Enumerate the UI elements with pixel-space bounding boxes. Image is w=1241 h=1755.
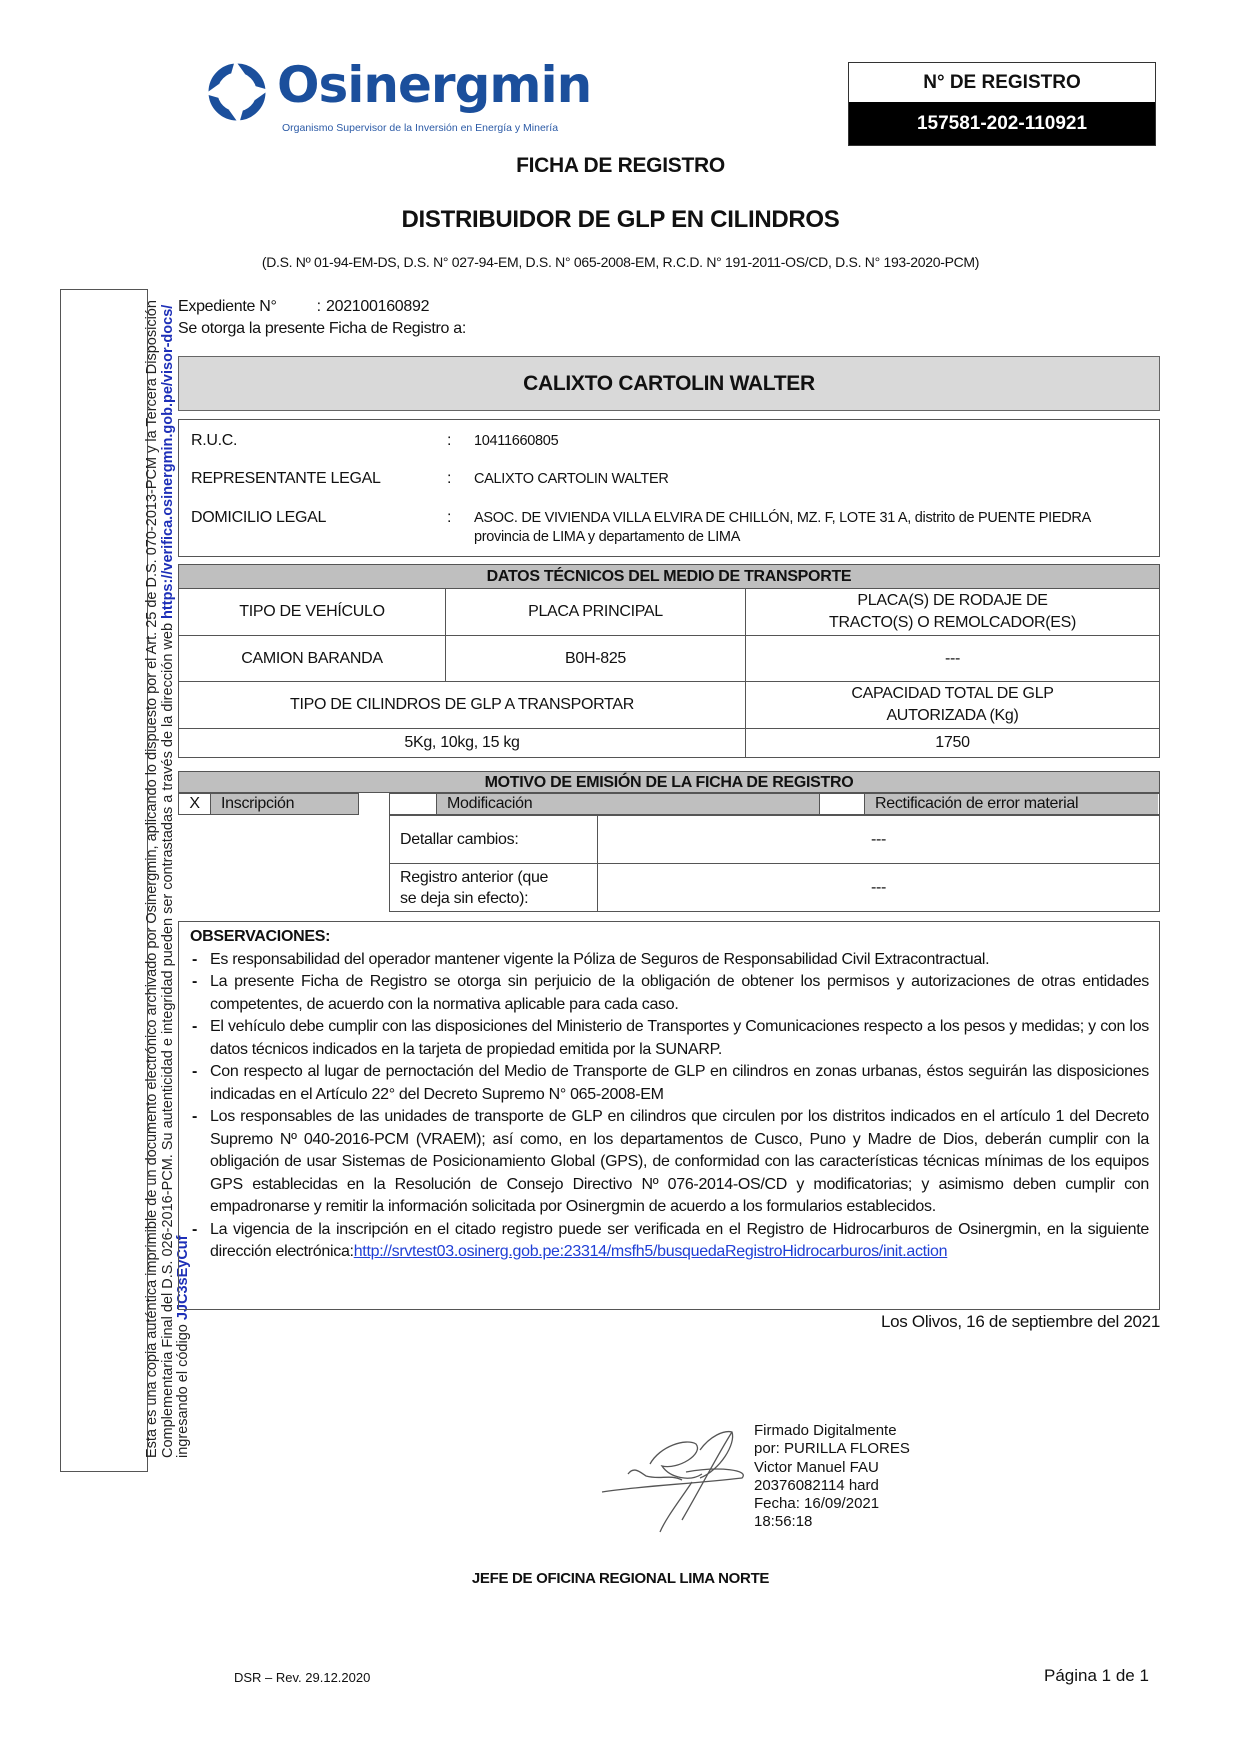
modificacion-checkbox[interactable] bbox=[390, 794, 437, 814]
registro-anterior-value: --- bbox=[598, 864, 1160, 912]
signature-line: Fecha: 16/09/2021 bbox=[754, 1495, 880, 1513]
domicilio-row bbox=[191, 509, 1134, 547]
representante-label: REPRESENTANTE LEGAL bbox=[191, 470, 381, 487]
registro-hidrocarburos-link[interactable]: http://srvtest03.osinerg.gob.pe:23314/msfh5/busquedaRegistroHidrocarburos/init.action bbox=[353, 1243, 948, 1260]
observacion-item: - Es responsabilidad del operador mantener vigente la Póliza de Seguros de Responsabilidad Civil Extracontractual. bbox=[190, 949, 1149, 972]
stamp-line-2 bbox=[161, 298, 177, 1458]
observacion-item: - La presente Ficha de Registro se otorga sin perjuicio de la obligación de obtener los permisos y autorizaciones de otras entidades competentes, de acuerdo con la normativa aplicable para cada caso. bbox=[190, 971, 1149, 1016]
ruc-row bbox=[191, 432, 1134, 451]
verification-stamp bbox=[60, 289, 191, 1472]
observaciones-title: OBSERVACIONES: bbox=[190, 928, 331, 945]
verification-link[interactable]: https://verifica.osinergmin.gob.pe/visor-docs/ bbox=[159, 304, 176, 619]
col-placa-principal: PLACA PRINCIPAL bbox=[446, 589, 746, 636]
domicilio-value: ASOC. DE VIVIENDA VILLA ELVIRA DE CHILLÓN, MZ. F, LOTE 31 A, distrito de PUENTE PIEDRA provincia de LIMA y departamento de LIMA bbox=[474, 510, 1091, 545]
observacion-item: - El vehículo debe cumplir con las disposiciones del Ministerio de Transportes y Comunicaciones respecto a los pesos y medidas; y con los datos técnicos indicados en la tarjeta de propiedad emitida por la SUNARP. bbox=[190, 1016, 1149, 1061]
expediente-block bbox=[178, 296, 466, 340]
tipo-vehiculo-value: CAMION BARANDA bbox=[179, 636, 446, 682]
inscripcion-checkbox[interactable]: X bbox=[179, 794, 211, 814]
col-tipo-cilindros: TIPO DE CILINDROS DE GLP A TRANSPORTAR bbox=[179, 682, 746, 729]
motivo-section bbox=[178, 771, 1160, 907]
col-tipo-vehiculo: TIPO DE VEHÍCULO bbox=[179, 589, 446, 636]
registro-number-box bbox=[848, 62, 1156, 146]
place-date: Los Olivos, 16 de septiembre del 2021 bbox=[880, 1312, 1160, 1331]
col-placa-tracto: PLACA(S) DE RODAJE DE TRACTO(S) O REMOLCADOR(ES) bbox=[746, 589, 1160, 636]
verification-text: La vigencia de la inscripción en el citado registro puede ser verificada en el Registro de Hidrocarburos de Osinergmin, en la siguiente dirección electrónica: bbox=[210, 1220, 1149, 1260]
registro-label: N° DE REGISTRO bbox=[849, 63, 1155, 102]
digital-signature-text bbox=[754, 1422, 910, 1532]
titular-name: CALIXTO CARTOLIN WALTER bbox=[178, 356, 1160, 411]
domicilio-label: DOMICILIO LEGAL bbox=[191, 509, 327, 526]
expediente-number: 202100160892 bbox=[326, 298, 430, 315]
option-rectificacion[interactable] bbox=[820, 793, 1160, 815]
signature-scribble bbox=[600, 1420, 750, 1540]
motivo-title: MOTIVO DE EMISIÓN DE LA FICHA DE REGISTRO bbox=[178, 771, 1160, 793]
representante-value: CALIXTO CARTOLIN WALTER bbox=[474, 471, 669, 487]
signature-line: 18:56:18 bbox=[754, 1513, 813, 1531]
technical-data-table bbox=[178, 564, 1160, 758]
page-number: Página 1 de 1 bbox=[1044, 1666, 1149, 1685]
document-title: DISTRIBUIDOR DE GLP EN CILINDROS bbox=[401, 206, 840, 233]
inscripcion-label: Inscripción bbox=[211, 794, 358, 814]
stamp-line-1: Esta es una copia auténtica imprimible de un documento electrónico archivado por Osinergmin, aplicando lo dispuesto por el Art. 25 de D.S. 070-2013-PCM y la Tercera Disposición bbox=[144, 300, 160, 1458]
osinergmin-logo bbox=[205, 56, 592, 138]
representante-row bbox=[191, 470, 1134, 489]
placa-principal-value: B0H-825 bbox=[446, 636, 746, 682]
registro-number: 157581-202-110921 bbox=[849, 102, 1155, 145]
detallar-cambios-label: Detallar cambios: bbox=[390, 816, 598, 864]
revision-code: DSR – Rev. 29.12.2020 bbox=[234, 1670, 371, 1685]
osinergmin-logo-icon bbox=[205, 60, 269, 124]
col-capacidad: CAPACIDAD TOTAL DE GLP AUTORIZADA (Kg) bbox=[746, 682, 1160, 729]
stamp-line-3-text: ingresando el código bbox=[175, 1320, 191, 1458]
observaciones-list bbox=[190, 949, 1149, 1264]
signature-line: 20376082114 hard bbox=[754, 1476, 879, 1494]
placa-tracto-value: --- bbox=[746, 636, 1160, 682]
tipo-cilindros-value: 5Kg, 10kg, 15 kg bbox=[179, 729, 746, 758]
logo-wordmark: Osinergmin bbox=[277, 56, 592, 114]
observacion-item: - Los responsables de las unidades de transporte de GLP en cilindros que circulen por los distritos indicados en el artículo 1 del Decreto Supremo Nº 040-2016-PCM (VRAEM); así como, en los departamentos de Cusco, Puno y Madre de Dios, deberán cumplir con la obligación de usar Sistemas de Posicionamiento Global (GPS), de conformidad con las características técnicas mínimas de los equipos GPS establecidas en la Resolución de Consejo Directivo Nº 076-2014-OS/CD y modificatorias; y asimismo deben cumplir con empadronarse y remitir la información solicitada por Osinergmin de acuerdo a los formularios establecidos. bbox=[190, 1106, 1149, 1219]
option-inscripcion[interactable] bbox=[178, 793, 359, 815]
expediente-label: Expediente N° : bbox=[178, 298, 321, 315]
ruc-label: R.U.C. bbox=[191, 432, 238, 449]
observacion-item-verification bbox=[190, 1219, 1149, 1264]
colon: : bbox=[447, 432, 452, 449]
signature-line: Victor Manuel FAU bbox=[754, 1458, 879, 1476]
technical-data-title: DATOS TÉCNICOS DEL MEDIO DE TRANSPORTE bbox=[179, 565, 1160, 589]
verification-code: JJC3sEyCuf bbox=[175, 1235, 191, 1321]
colon: : bbox=[447, 509, 452, 526]
option-modificacion[interactable] bbox=[389, 793, 820, 815]
grant-text: Se otorga la presente Ficha de Registro a: bbox=[178, 320, 467, 337]
detallar-cambios-value: --- bbox=[598, 816, 1160, 864]
signature-line: por: PURILLA FLORES bbox=[754, 1440, 910, 1458]
logo-tagline: Organismo Supervisor de la Inversión en Energía y Minería bbox=[282, 122, 559, 134]
form-title: FICHA DE REGISTRO bbox=[516, 154, 725, 177]
colon: : bbox=[447, 470, 452, 487]
motivo-detail-table bbox=[389, 815, 1160, 912]
modificacion-label: Modificación bbox=[437, 794, 819, 814]
signer-position: JEFE DE OFICINA REGIONAL LIMA NORTE bbox=[471, 1570, 770, 1587]
stamp-line-2-text: Complementaria Final del D.S. 026-2016-PCM. Su autenticidad e integridad pueden ser contrastadas a través de la dirección web bbox=[159, 618, 176, 1458]
titular-details bbox=[178, 419, 1160, 557]
capacidad-value: 1750 bbox=[746, 729, 1160, 758]
ruc-value: 10411660805 bbox=[474, 433, 559, 449]
registro-anterior-label: Registro anterior (que se deja sin efecto): bbox=[390, 864, 598, 912]
rectificacion-label: Rectificación de error material bbox=[865, 794, 1158, 814]
rectificacion-checkbox[interactable] bbox=[820, 794, 865, 814]
observacion-item: - Con respecto al lugar de pernoctación del Medio de Transporte de GLP en cilindros en zonas urbanas, éstos seguirán las disposiciones indicadas en el Artículo 22° del Decreto Supremo N° 065-2008-EM bbox=[190, 1061, 1149, 1106]
signature-line: Firmado Digitalmente bbox=[754, 1422, 897, 1439]
legal-basis: (D.S. Nº 01-94-EM-DS, D.S. N° 027-94-EM, D.S. N° 065-2008-EM, R.C.D. N° 191-2011-OS/CD, D.S. N° 193-2020-PCM) bbox=[261, 254, 980, 270]
observaciones-box bbox=[178, 921, 1160, 1310]
